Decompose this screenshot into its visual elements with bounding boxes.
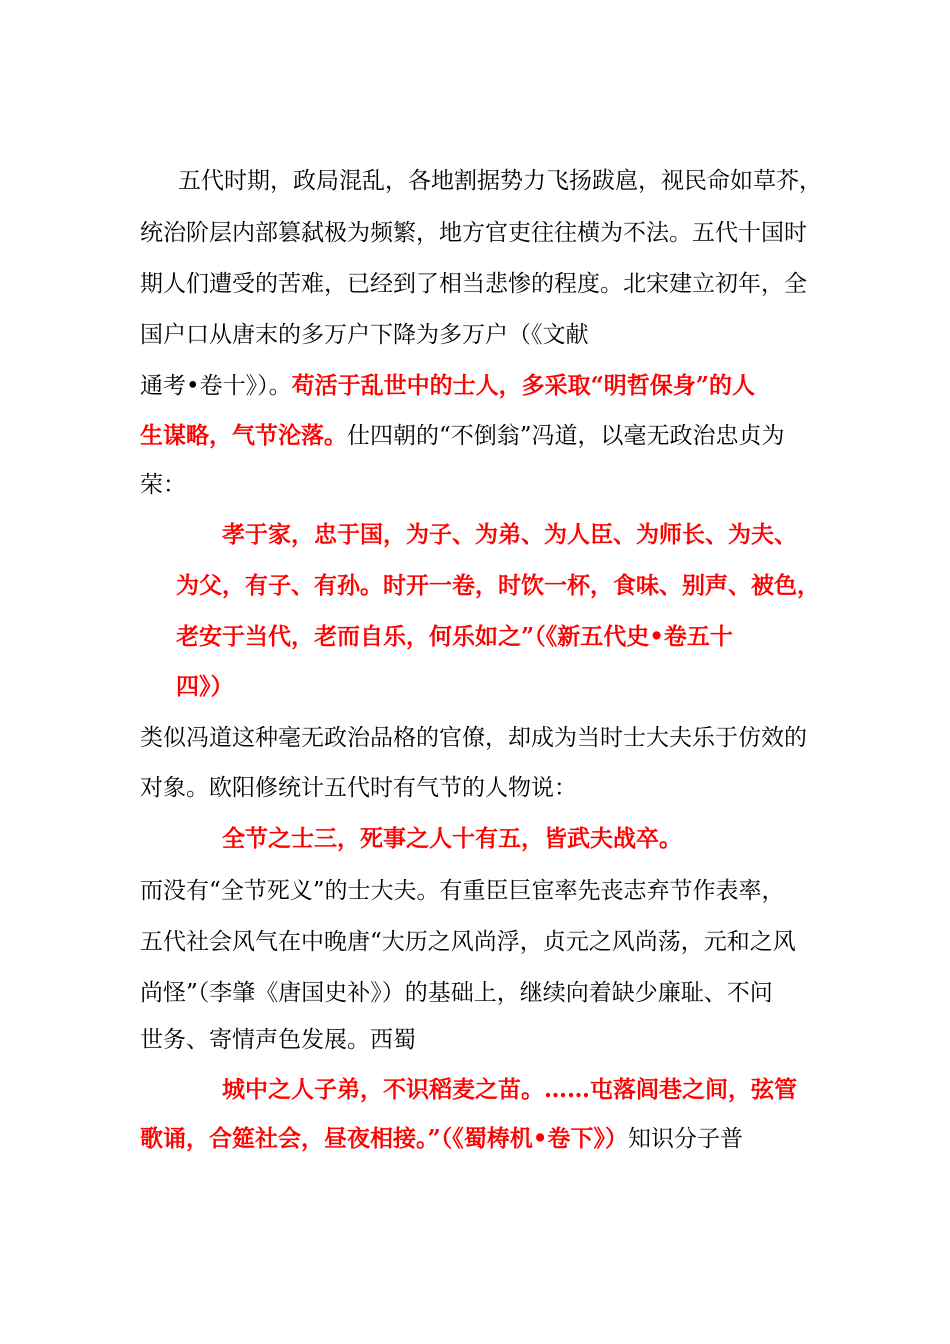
paragraph-line: 对象。欧阳修统计五代时有气节的人物说： [140,775,577,801]
emphasis-text: 歌诵，合筵社会，昼夜相接。”（《蜀梼机•卷下》） [140,1125,628,1152]
plain-text: 知识分子普 [627,1126,743,1152]
paragraph-line: 荣： [140,472,186,498]
paragraph-line: 国户口从唐末的多万户下降为多万户（《文献 [140,322,589,348]
paragraph-line [140,1124,743,1154]
paragraph-line: 世务、寄情声色发展。西蜀 [140,1027,416,1053]
quote-line: 四》） [176,673,234,700]
plain-text: 仕四朝的“不倒翁”冯道，以毫无政治忠贞为 [347,423,785,449]
paragraph-line: 五代时期，政局混乱，各地割据势力飞扬跋扈，视民命如草芥， [178,168,822,194]
quote-line: 老安于当代，老而自乐，何乐如之”（《新五代史•卷五十 [176,623,733,650]
emphasis-text: 苟活于乱世中的士人，多采取“明哲保身”的人 [291,372,756,399]
quote-line: 全节之士三，死事之人十有五，皆武夫战卒。 [222,825,682,852]
paragraph-line: 尚怪”（李肇《唐国史补》）的基础上，继续向着缺少廉耻、不问 [140,980,773,1006]
emphasis-text: 生谋略，气节沦落。 [140,422,347,449]
paragraph-line: 五代社会风气在中晚唐“大历之风尚浮，贞元之风尚荡，元和之风 [140,929,796,955]
paragraph-line: 统治阶层内部篡弑极为频繁，地方官吏往往横为不法。五代十国时 [140,220,807,246]
paragraph-line [140,421,785,451]
plain-text: 通考•卷十》）。 [140,373,292,399]
paragraph-line [140,371,755,401]
paragraph-line: 期人们遭受的苦难，已经到了相当悲惨的程度。北宋建立初年，全 [140,271,807,297]
quote-line: 为父，有子、有孙。时开一卷，时饮一杯，食味、别声、被色， [176,572,820,599]
paragraph-line: 而没有“全节死义”的士大夫。有重臣巨宦率先丧志弃节作表率， [140,878,785,904]
quote-line: 城中之人子弟，不识稻麦之苗。……屯落闾巷之间，弦管 [222,1076,797,1103]
quote-line: 孝于家，忠于国，为子、为弟、为人臣、为师长、为夫、 [222,521,797,548]
paragraph-line: 类似冯道这种毫无政治品格的官僚，却成为当时士大夫乐于仿效的 [140,725,807,751]
